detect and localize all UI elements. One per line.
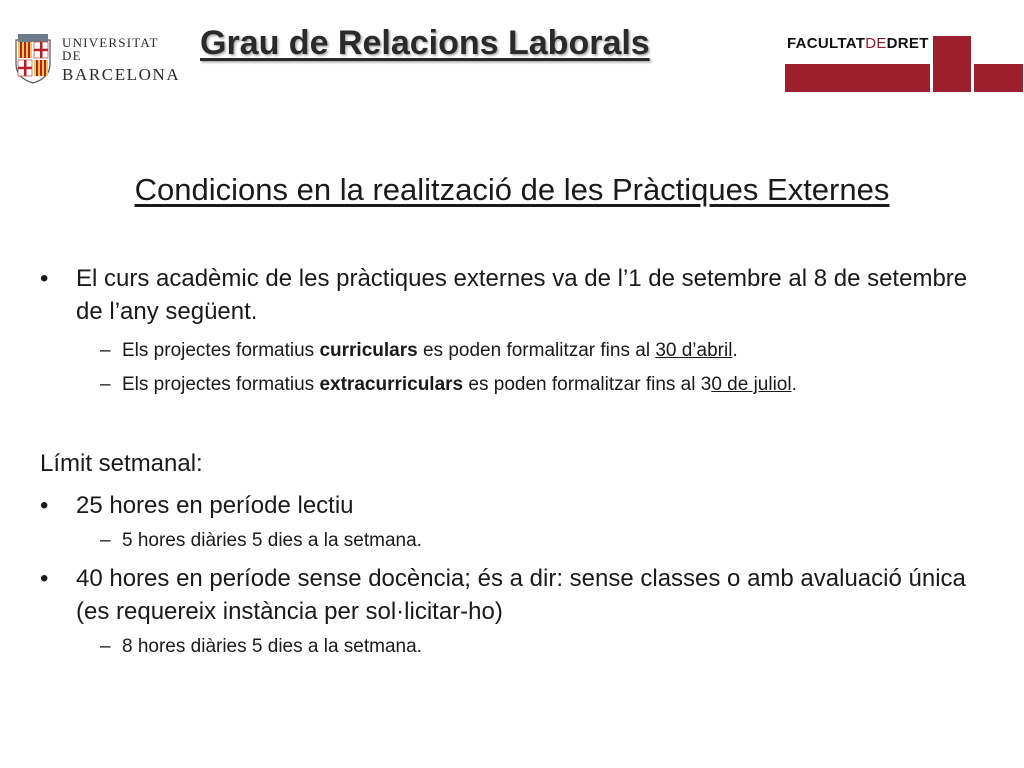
- slide-title: Grau de Relacions Laborals: [200, 24, 650, 62]
- faculty-logo-text: [787, 35, 929, 52]
- bullet-marker: •: [40, 565, 49, 592]
- faculty-logo-word2: DE: [865, 35, 887, 52]
- sub-bullet-text: 5 hores diàries 5 dies a la setmana.: [122, 530, 422, 551]
- sub-bullet-extracurriculars: [100, 371, 1000, 399]
- sub-bullet-text: Els projectes formatius: [122, 340, 320, 361]
- faculty-logo: [785, 34, 1023, 94]
- bullet-text: 40 hores en període sense docència; és a dir: sense classes o amb avaluació única (es requereix instància per sol·licitar-ho): [76, 565, 966, 625]
- sub-bullet-text: 8 hores diàries 5 dies a la setmana.: [122, 636, 422, 657]
- university-logo: [14, 30, 179, 86]
- bullet-text: 25 hores en període lectiu: [76, 492, 354, 519]
- sub-bullet-text: es poden formalitzar fins al: [417, 340, 656, 361]
- sub-bullet-text: .: [732, 340, 738, 361]
- dash-marker: –: [100, 340, 111, 361]
- bullet-no-teaching-hours: [40, 562, 1000, 628]
- faculty-logo-block-long: [785, 64, 930, 92]
- university-name-line1: UNIVERSITAT DE: [62, 35, 159, 63]
- sub-bullet-text: Els projectes formatius: [122, 374, 320, 395]
- faculty-logo-block-square: [974, 64, 1023, 92]
- bullet-term-hours: [40, 489, 1000, 522]
- deadline-date: 30 d’abril: [655, 340, 733, 361]
- sub-bullet-text: .: [791, 374, 797, 395]
- dash-marker: –: [100, 530, 111, 551]
- sub-bullet-term-daily: [100, 527, 1000, 555]
- bullet-marker: •: [40, 492, 49, 519]
- bullet-academic-year: [40, 262, 1000, 328]
- sub-bullet-curriculars: [100, 337, 1000, 365]
- sub-bullet-bold: curriculars: [319, 340, 418, 361]
- university-name-line2: BARCELONA: [62, 65, 181, 84]
- university-name: [62, 36, 180, 83]
- sub-bullet-text: es poden formalitzar fins al 3: [463, 374, 712, 395]
- faculty-logo-word1: FACULTAT: [787, 35, 866, 52]
- deadline-date: 0 de juliol: [711, 374, 792, 395]
- faculty-logo-word3: DRET: [886, 35, 929, 52]
- faculty-logo-block-tall: [933, 36, 971, 92]
- university-crest-icon: [14, 30, 52, 84]
- sub-bullet-bold: extracurriculars: [319, 374, 464, 395]
- slide-content: [40, 262, 1000, 661]
- sub-bullet-no-teaching-daily: [100, 633, 1000, 661]
- bullet-marker: •: [40, 265, 49, 292]
- bullet-text: El curs acadèmic de les pràctiques externes va de l’1 de setembre al 8 de setembre de l’any següent.: [76, 265, 968, 325]
- dash-marker: –: [100, 636, 111, 657]
- dash-marker: –: [100, 374, 111, 395]
- weekly-limit-heading: Límit setmanal:: [40, 450, 203, 477]
- slide-subtitle: Condicions en la realització de les Pràctiques Externes: [134, 172, 890, 207]
